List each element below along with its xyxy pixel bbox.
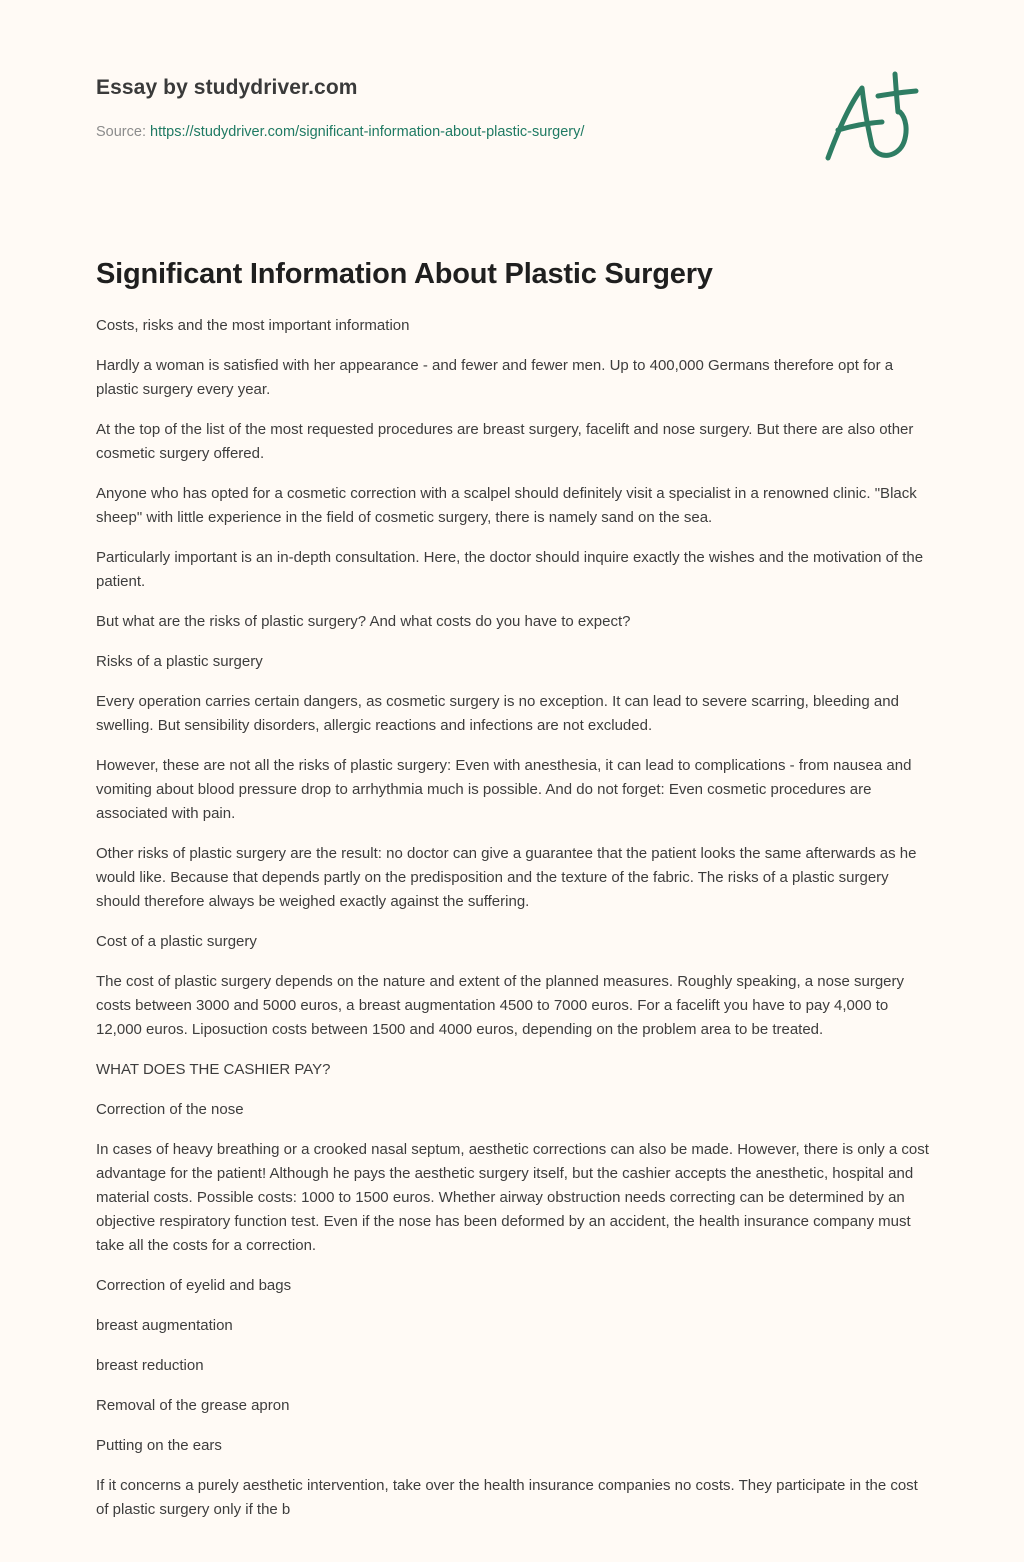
source-link[interactable]: https://studydriver.com/significant-information-about-plastic-surgery/ (150, 124, 585, 140)
section-heading-risks: Risks of a plastic surgery (96, 653, 263, 670)
paragraph: At the top of the list of the most requested procedures are breast surgery, facelift and nose surgery. But there are also other cosmetic surgery offered. (96, 421, 914, 462)
paragraph: Particularly important is an in-depth consultation. Here, the doctor should inquire exactly the wishes and the motivation of the patient. (96, 549, 924, 590)
a-plus-grade-icon (820, 66, 930, 166)
list-item: Correction of eyelid and bags (96, 1277, 292, 1294)
article-subtitle: Costs, risks and the most important information (96, 317, 410, 334)
source-line (96, 124, 584, 140)
list-item: breast reduction (96, 1357, 204, 1374)
section-heading-cashier: WHAT DOES THE CASHIER PAY? (96, 1061, 331, 1078)
paragraph: Every operation carries certain dangers, as cosmetic surgery is no exception. It can lead to severe scarring, bleeding and swelling. But sensibility disorders, allergic reactions and infections are not excluded. (96, 693, 899, 734)
paragraph: Other risks of plastic surgery are the result: no doctor can give a guarantee that the patient looks the same afterwards as he would like. Because that depends partly on the predisposition and the texture of the fabric. The risks of a plastic surgery should therefore always be weighed exactly against the suffering. (96, 845, 917, 910)
section-heading-cost: Cost of a plastic surgery (96, 933, 257, 950)
brand-title: Essay by studydriver.com (96, 76, 358, 99)
paragraph: In cases of heavy breathing or a crooked nasal septum, aesthetic corrections can also be made. However, there is only a cost advantage for the patient! Although he pays the aesthetic surgery itself, but the cashier accepts the anesthetic, hospital and material costs. Possible costs: 1000 to 1500 euros. Whether airway obstruction needs correcting can be determined by an objective respiratory function test. Even if the nose has been deformed by an accident, the health insurance company must take all the costs for a correction. (96, 1141, 929, 1254)
list-item: breast augmentation (96, 1317, 233, 1334)
paragraph-truncated: If it concerns a purely aesthetic intervention, take over the health insurance companies no costs. They participate in the cost of plastic surgery only if the b (96, 1477, 918, 1518)
paragraph: The cost of plastic surgery depends on the nature and extent of the planned measures. Roughly speaking, a nose surgery costs between 3000 and 5000 euros, a breast augmentation 4500 to 7000 euros. For a facelift you have to pay 4,000 to 12,000 euros. Liposuction costs between 1500 and 4000 euros, depending on the problem area to be treated. (96, 973, 905, 1038)
article-title: Significant Information About Plastic Surgery (96, 258, 713, 290)
list-item: Putting on the ears (96, 1437, 222, 1454)
page-header (96, 0, 928, 200)
paragraph: Hardly a woman is satisfied with her appearance - and fewer and fewer men. Up to 400,000 Germans therefore opt for a plastic surgery every year. (96, 357, 894, 398)
section-heading-nose: Correction of the nose (96, 1101, 244, 1118)
paragraph: But what are the risks of plastic surgery? And what costs do you have to expect? (96, 613, 631, 630)
paragraph: Anyone who has opted for a cosmetic correction with a scalpel should definitely visit a specialist in a renowned clinic. "Black sheep" with little experience in the field of cosmetic surgery, there is namely sand on the sea. (96, 485, 917, 526)
essay-article (96, 256, 932, 1538)
source-label: Source: (96, 124, 146, 140)
list-item: Removal of the grease apron (96, 1397, 290, 1414)
paragraph: However, these are not all the risks of plastic surgery: Even with anesthesia, it can lead to complications - from nausea and vomiting about blood pressure drop to arrhythmia much is possible. And do not forget: Even cosmetic procedures are associated with pain. (96, 757, 912, 822)
